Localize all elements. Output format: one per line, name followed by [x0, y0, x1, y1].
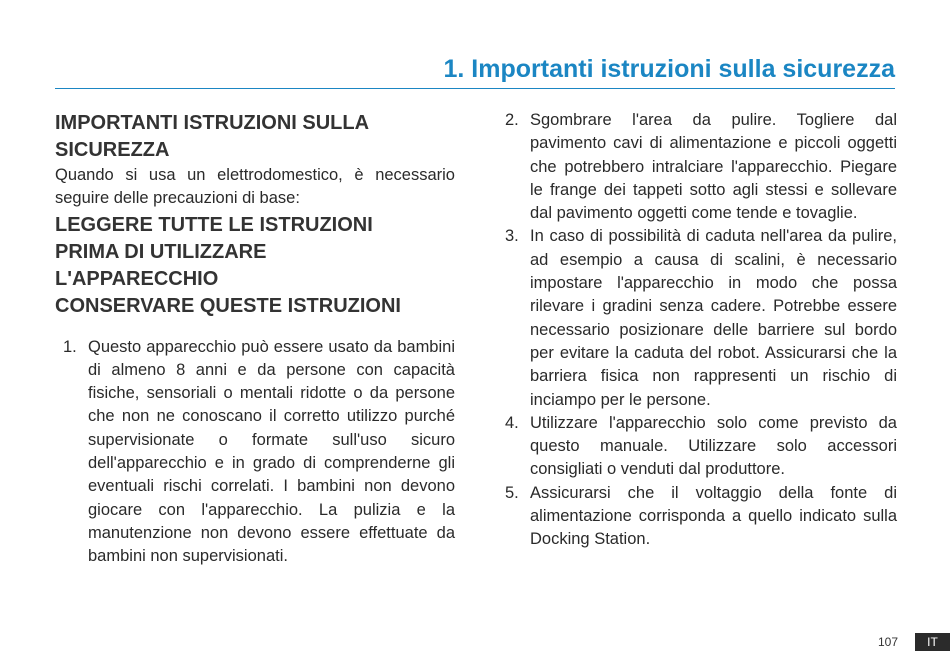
list-item-number: 4.	[505, 413, 519, 432]
safety-heading: IMPORTANTI ISTRUZIONI SULLA SICUREZZA	[55, 112, 369, 161]
list-item-number: 5.	[505, 483, 519, 502]
instruction-list-right	[505, 109, 897, 552]
left-column	[55, 110, 455, 569]
list-item-number: 3.	[505, 227, 519, 246]
list-item-text: In caso di possibilità di caduta nell'area da pulire, ad esempio a causa di scalini, è necessario impostare l'apparecchio in modo che possa rilevare i gradini senza cadere. Potrebbe essere necessario posizionare delle barriere sul bordo per evitare la caduta del robot. Assicurarsi che la barriera fisica non rappresenti un rischio di inciampo per le persone.	[530, 227, 897, 409]
list-item	[505, 482, 897, 552]
instruction-list-left	[55, 336, 455, 569]
caps-line-read-all: LEGGERE TUTTE LE ISTRUZIONI	[55, 213, 373, 236]
intro-paragraph: Quando si usa un elettrodomestico, è necessario seguire delle precauzioni di base:	[55, 166, 455, 208]
list-item	[505, 109, 897, 225]
caps-line-save-instructions: CONSERVARE QUESTE ISTRUZIONI	[55, 294, 401, 317]
list-item-text: Questo apparecchio può essere usato da bambini di almeno 8 anni e da persone con capacità fisiche, sensoriali o mentali ridotte o da persone che non ne conoscano il corretto utilizzo purché supervisionate o formate sull'uso sicuro dell'apparecchio e in grado di comprenderne gli eventuali rischi correlati. I bambini non devono giocare con l'apparecchio. La pulizia e la manutenzione non devono essere effettuate da bambini non supervisionati.	[88, 337, 455, 566]
right-column	[505, 109, 897, 552]
caps-line-before-use: PRIMA DI UTILIZZARE	[55, 240, 267, 263]
list-item	[505, 412, 897, 482]
list-item-number: 1.	[63, 337, 77, 356]
caps-line-appliance: L'APPARECCHIO	[55, 267, 219, 290]
header-divider	[55, 88, 895, 89]
page-number: 107	[878, 635, 899, 649]
language-badge: IT	[915, 633, 950, 651]
list-item-text: Utilizzare l'apparecchio solo come previsto da questo manuale. Utilizzare solo accessori consigliati o venduti dal produttore.	[530, 413, 897, 479]
list-item	[63, 336, 455, 569]
list-item	[505, 225, 897, 411]
list-item-number: 2.	[505, 111, 519, 129]
section-title: 1. Importanti istruzioni sulla sicurezza	[443, 55, 895, 83]
list-item-text: Assicurarsi che il voltaggio della fonte di alimentazione corrisponda a quello indicato sulla Docking Station.	[530, 483, 897, 549]
list-item-text: Sgombrare l'area da pulire. Togliere dal pavimento cavi di alimentazione e piccoli oggetti che potrebbero intralciare l'apparecchio. Piegare le frange dei tappeti sotto agli stessi e sollevare dal pavimento oggetti come tende e tovaglie.	[530, 111, 897, 223]
